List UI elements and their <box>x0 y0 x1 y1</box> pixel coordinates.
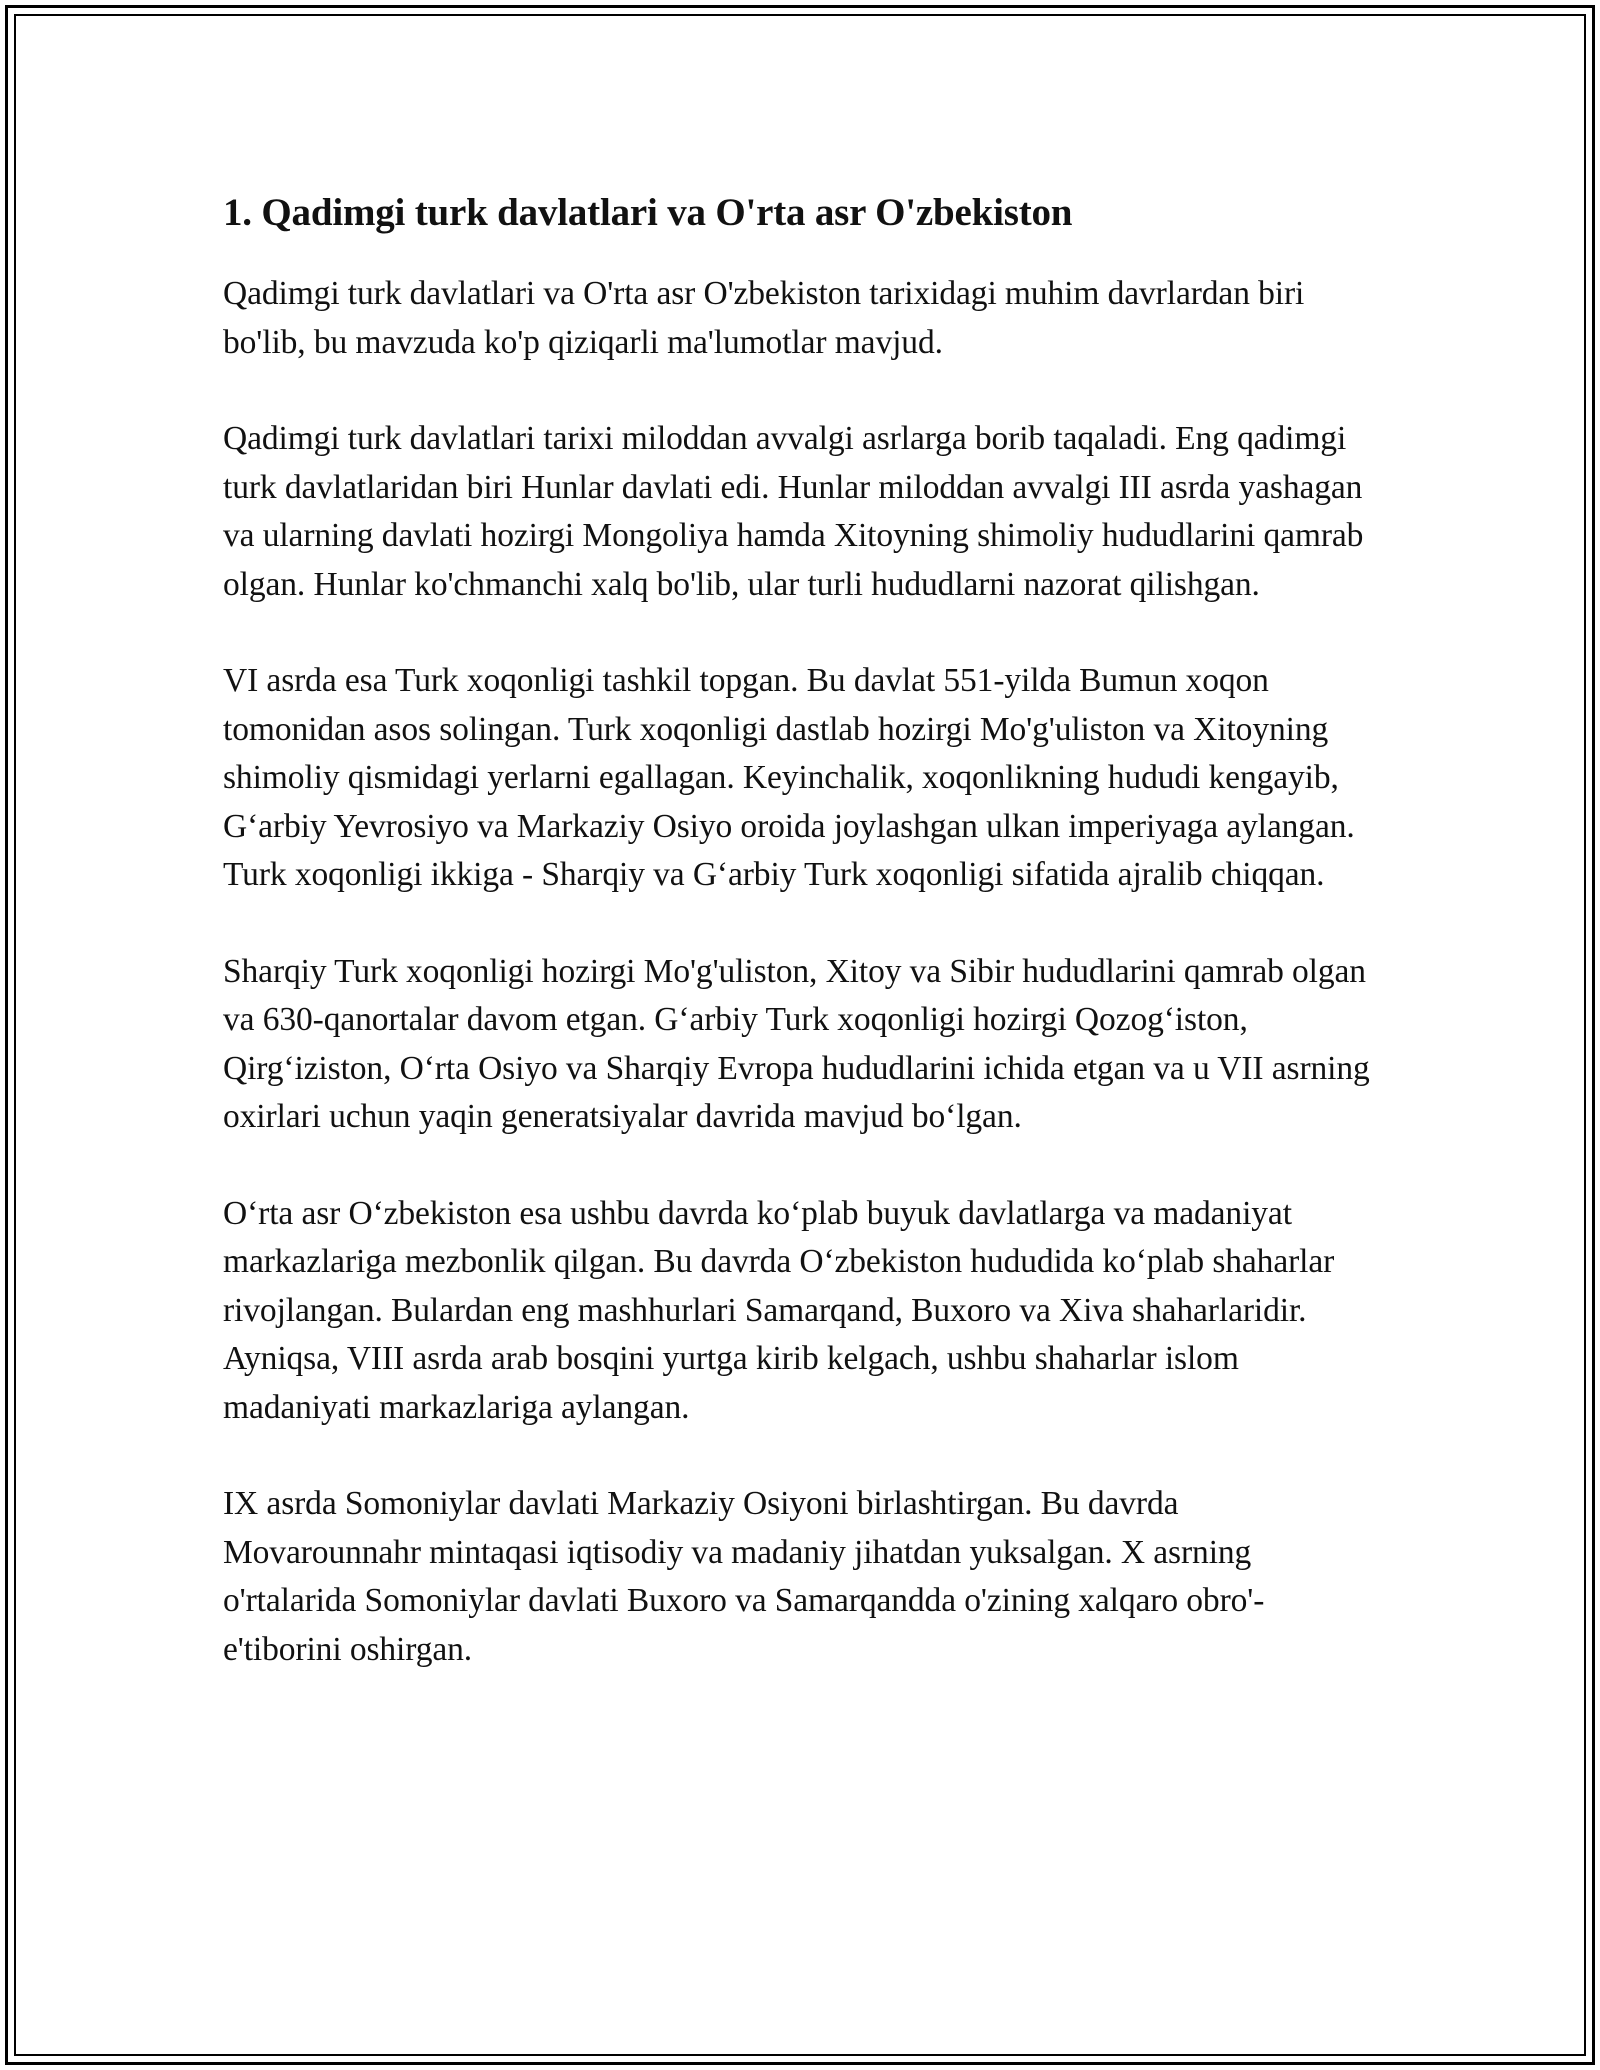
paragraph-medieval-uzbekistan: O‘rta asr O‘zbekiston esa ushbu davrda ko‘plab buyuk davlatlarga va madaniyat markazlariga mezbonlik qilgan. Bu davrda O‘zbekiston hududida ko‘plab shaharlar rivojlangan. Bulardan eng mashhurlari Samarqand, Buxoro va Xiva shaharlaridir. Ayniqsa, VIII asrda arab bosqini yurtga kirib kelgach, ushbu shaharlar islom madaniyati markazlariga aylangan. <box>223 1194 1335 1426</box>
paragraph-samanids: IX asrda Somoniylar davlati Markaziy Osiyoni birlashtirgan. Bu davrda Movarounnahr mintaqasi iqtisodiy va madaniy jihatdan yuksalgan. X asrning o'rtalarida Somoniylar davlati Buxoro va Samarqandda o'zining xalqaro obro'-e'tiborini oshirgan. <box>223 1485 1265 1668</box>
document-body <box>223 186 1373 1722</box>
paragraph-hun-state: Qadimgi turk davlatlari tarixi miloddan avvalgi asrlarga borib taqaladi. Eng qadimgi turk davlatlaridan biri Hunlar davlati edi. Hunlar miloddan avvalgi III asrda yashagan va ularning davlati hozirgi Mongoliya hamda Xitoyning shimoliy hududlarini qamrab olgan. Hunlar ko'chmanchi xalq bo'lib, ular turli hududlarni nazorat qilishgan. <box>223 420 1364 603</box>
paragraph-intro: Qadimgi turk davlatlari va O'rta asr O'zbekiston tarixidagi muhim davrlardan biri bo'lib, bu mavzuda ko'p qiziqarli ma'lumotlar mavjud. <box>223 275 1305 361</box>
paragraph-east-west-khaganate: Sharqiy Turk xoqonligi hozirgi Mo'g'uliston, Xitoy va Sibir hududlarini qamrab olgan va 630-qanortalar davom etgan. G‘arbiy Turk xoqonligi hozirgi Qozog‘iston, Qirg‘iziston, O‘rta Osiyo va Sharqiy Evropa hududlarini ichida etgan va u VII asrning oxirlari uchun yaqin generatsiyalar davrida mavjud bo‘lgan. <box>223 952 1370 1135</box>
paragraph-turkic-khaganate: VI asrda esa Turk xoqonligi tashkil topgan. Bu davlat 551-yilda Bumun xoqon tomonidan asos solingan. Turk xoqonligi dastlab hozirgi Mo'g'uliston va Xitoyning shimoliy qismidagi yerlarni egallagan. Keyinchalik, xoqonlikning hududi kengayib, G‘arbiy Yevrosiyo va Markaziy Osiyo oroida joylashgan ulkan imperiyaga aylangan. Turk xoqonligi ikkiga - Sharqiy va G‘arbiy Turk xoqonligi sifatida ajralib chiqqan. <box>223 662 1355 893</box>
section-title: 1. Qadimgi turk davlatlari va O'rta asr O'zbekiston <box>223 191 1073 234</box>
